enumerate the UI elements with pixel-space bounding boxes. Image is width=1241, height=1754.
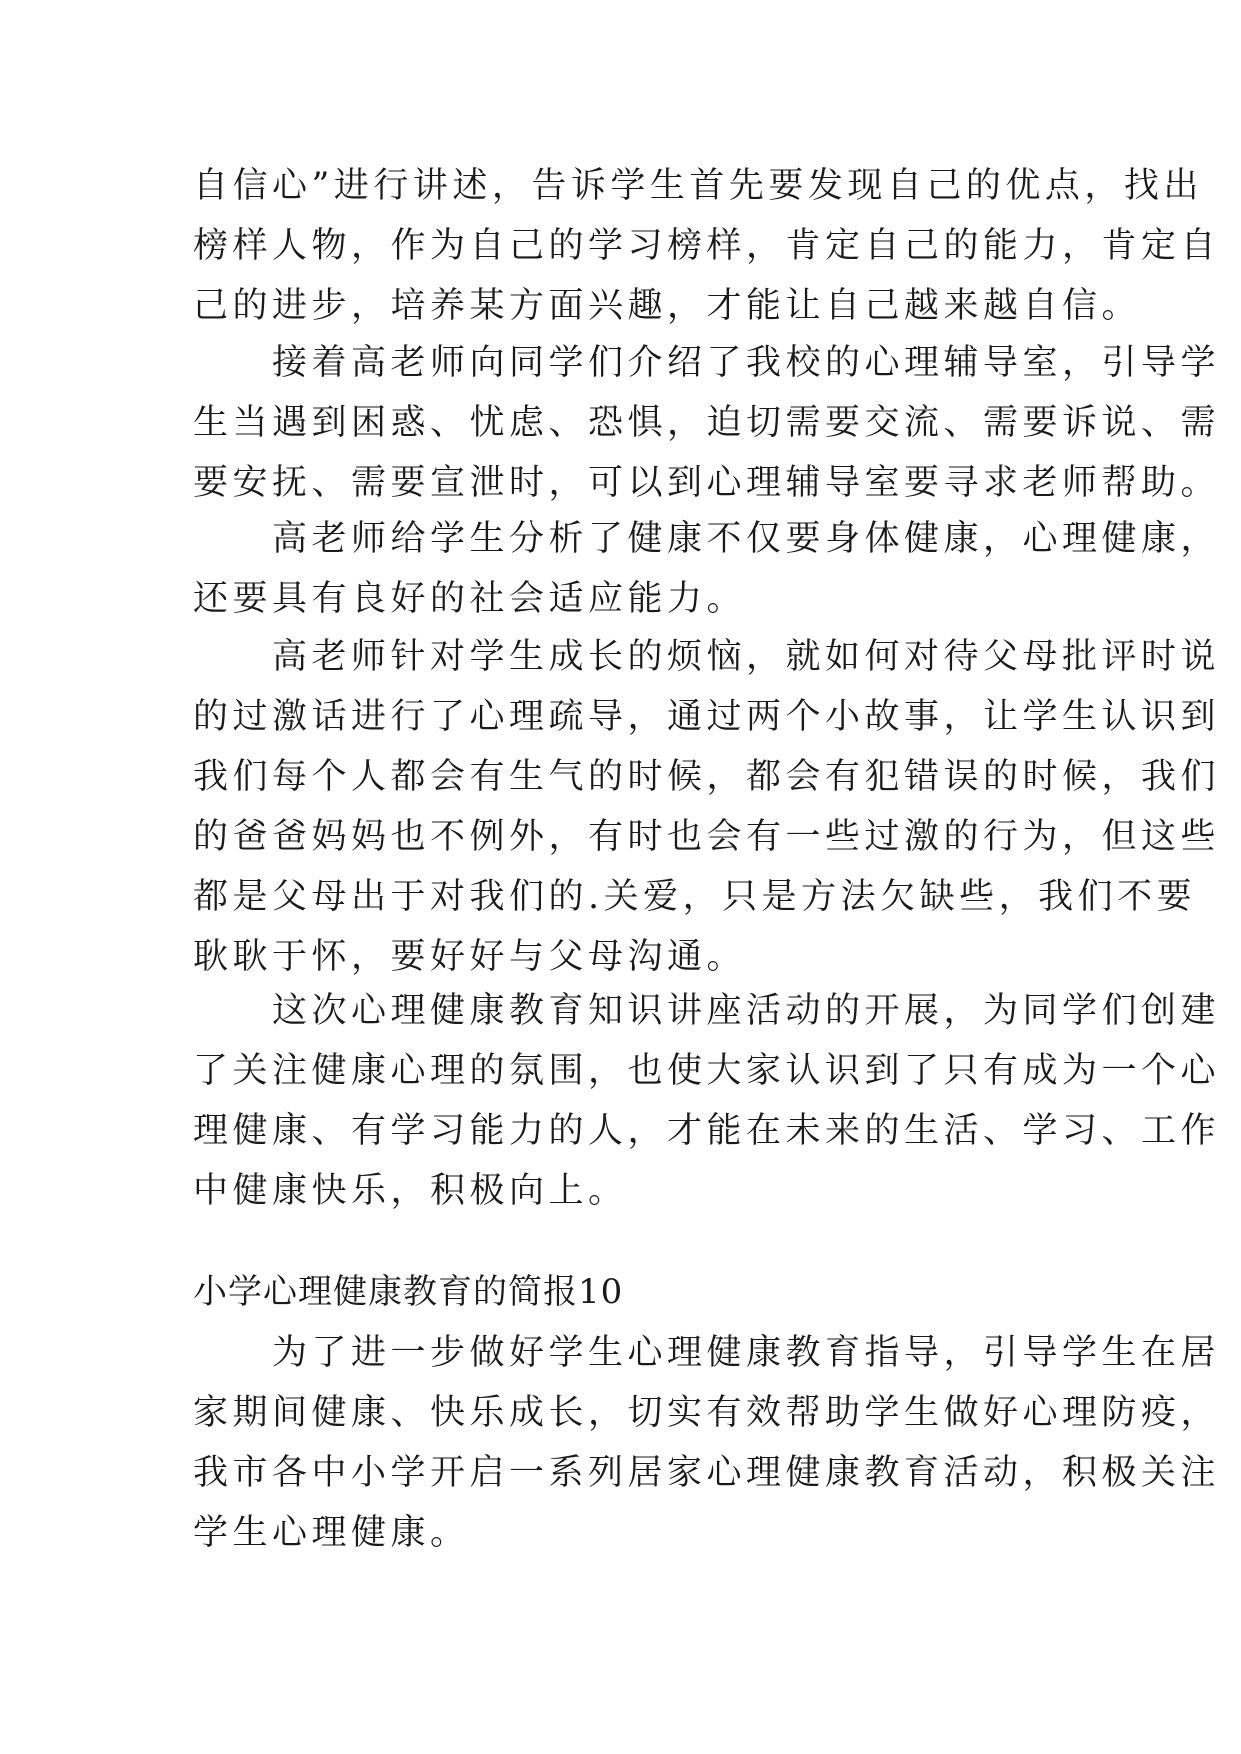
text-line: 我市各中小学开启一系列居家心理健康教育活动，积极关注 bbox=[193, 1453, 1221, 1493]
text-line: 我们每个人都会有生气的时候，都会有犯错误的时候，我们 bbox=[193, 757, 1221, 797]
text-line: 的爸爸妈妈也不例外，有时也会有一些过激的行为，但这些 bbox=[193, 817, 1221, 857]
paragraph-home-activities bbox=[193, 1323, 1221, 1563]
text-line: 学生心理健康。 bbox=[193, 1513, 470, 1553]
paragraph-parent-criticism bbox=[193, 627, 1221, 987]
text-line: 家期间健康、快乐成长，切实有效帮助学生做好心理防疫， bbox=[193, 1393, 1221, 1433]
text-line: 要安抚、需要宣泄时，可以到心理辅导室要寻求老师帮助。 bbox=[193, 463, 1221, 503]
text-line: 了关注健康心理的氛围，也使大家认识到了只有成为一个心 bbox=[193, 1051, 1221, 1091]
text-line: 还要具有良好的社会适应能力。 bbox=[193, 579, 747, 619]
text-line: 这次心理健康教育知识讲座活动的开展，为同学们创建 bbox=[193, 991, 1221, 1031]
text-line: 己的进步，培养某方面兴趣，才能让自己越来越自信。 bbox=[193, 286, 1142, 326]
paragraph-health-analysis bbox=[193, 509, 1221, 629]
text-line: 生当遇到困惑、忧虑、恐惧，迫切需要交流、需要诉说、需 bbox=[193, 403, 1221, 443]
section-heading: 小学心理健康教育的简报10 bbox=[193, 1272, 624, 1312]
paragraph-lecture-summary bbox=[193, 981, 1221, 1221]
text-line: 高老师给学生分析了健康不仅要身体健康，心理健康， bbox=[193, 519, 1221, 559]
text-line: 耿耿于怀，要好好与父母沟通。 bbox=[193, 937, 747, 977]
paragraph-confidence bbox=[193, 156, 1221, 336]
text-line: 都是父母出于对我们的.关爱，只是方法欠缺些，我们不要 bbox=[193, 877, 1197, 917]
paragraph-counseling-room bbox=[193, 333, 1221, 513]
text-line: 接着高老师向同学们介绍了我校的心理辅导室，引导学 bbox=[193, 343, 1221, 383]
text-line: 自信心”进行讲述，告诉学生首先要发现自己的优点，找出 bbox=[193, 166, 1203, 206]
text-line: 为了进一步做好学生心理健康教育指导，引导学生在居 bbox=[193, 1333, 1221, 1373]
text-line: 中健康快乐，积极向上。 bbox=[193, 1171, 628, 1211]
text-line: 的过激话进行了心理疏导，通过两个小故事，让学生认识到 bbox=[193, 697, 1221, 737]
text-line: 高老师针对学生成长的烦恼，就如何对待父母批评时说 bbox=[193, 637, 1221, 677]
text-line: 理健康、有学习能力的人，才能在未来的生活、学习、工作 bbox=[193, 1111, 1221, 1151]
text-line: 榜样人物，作为自己的学习榜样，肯定自己的能力，肯定自 bbox=[193, 226, 1221, 266]
